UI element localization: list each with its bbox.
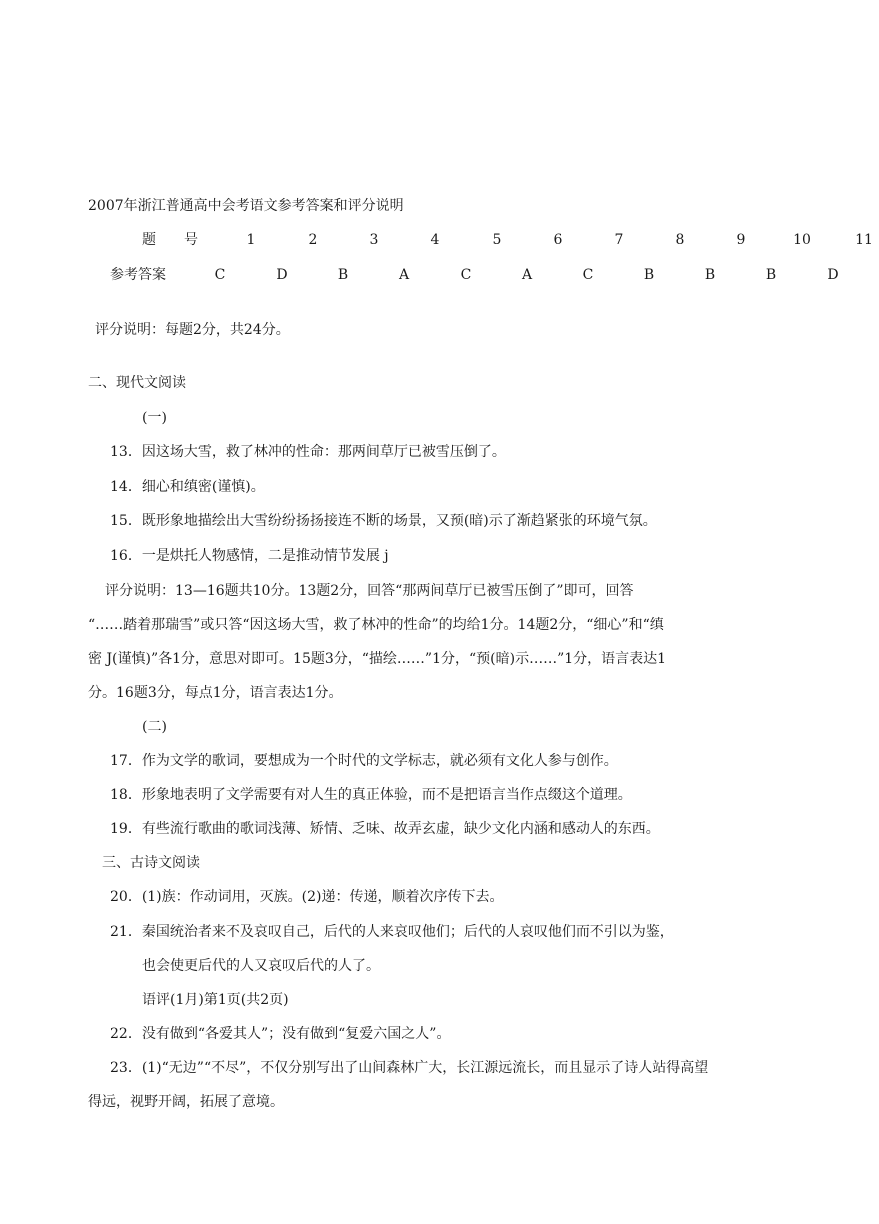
answer-16: 16．一是烘托人物感情，二是推动情节发展 j (110, 548, 389, 564)
scoring-note-line1: 评分说明：13—16题共10分。13题2分，回答“那两间草厅已被雪压倒了”即可，回答 (105, 583, 634, 599)
answer-letter-11: D (827, 267, 839, 283)
scoring-note-part1: 评分说明：每题2分，共24分。 (95, 322, 290, 338)
scoring-note-line4: 分。16题3分，每点1分，语言表达1分。 (88, 685, 343, 701)
scoring-note-line3: 密 J(谨慎)”各1分，意思对即可。15题3分，“描绘……”1分，“预(暗)示……”1分，语言表达1 (88, 651, 667, 667)
answer-letter-4: A (398, 267, 410, 283)
answer-15: 15．既形象地描绘出大雪纷纷扬扬接连不断的场景，又预(暗)示了渐趋紧张的环境气氛。 (110, 513, 657, 529)
answer-19: 19．有些流行歌曲的歌词浅薄、矫情、乏味、故弄玄虚，缺少文化内涵和感动人的东西。 (110, 821, 660, 837)
answer-letter-2: D (276, 267, 288, 283)
question-number-2: 2 (308, 232, 318, 248)
section2-heading: 二、现代文阅读 (88, 375, 186, 391)
answer-letter-8: B (643, 267, 655, 283)
answer-letter-3: B (337, 267, 349, 283)
answer-21-line2: 也会使更后代的人又哀叹后代的人了。 (142, 958, 380, 974)
question-number-3: 3 (369, 232, 379, 248)
answer-14: 14．细心和缜密(谨慎)。 (110, 479, 265, 495)
question-number-1: 1 (246, 232, 256, 248)
answer-22: 22．没有做到“各爱其人”；没有做到“复爱六国之人”。 (110, 1026, 451, 1042)
answer-13: 13．因这场大雪，救了林冲的性命：那两间草厅已被雪压倒了。 (110, 444, 506, 460)
question-number-8: 8 (675, 232, 685, 248)
answer-18: 18．形象地表明了文学需要有对人生的真正体验，而不是把语言当作点缀这个道理。 (110, 787, 632, 803)
section2-sub1: (一) (142, 410, 167, 426)
answer-letter-5: C (460, 267, 472, 283)
answer-20: 20．(1)族：作动词用，灭族。(2)递：传递，顺着次序传下去。 (110, 889, 504, 905)
answer-letter-1: C (214, 267, 226, 283)
question-number-9: 9 (736, 232, 746, 248)
section2-sub2: (二) (142, 719, 167, 735)
answer-17: 17．作为文学的歌词，要想成为一个时代的文学标志，就必须有文化人参与创作。 (110, 753, 618, 769)
answer-letter-6: A (521, 267, 533, 283)
table-row-label-number: 题 号 (142, 232, 198, 248)
question-number-4: 4 (430, 232, 440, 248)
answer-23-line1: 23．(1)“无边”“不尽”，不仅分别写出了山间森林广大，长江源远流长，而且显示了诗人站得高望 (110, 1060, 709, 1076)
answer-23-line2: 得远，视野开阔，拓展了意境。 (88, 1094, 284, 1110)
page-footer: 语评(1月)第1页(共2页) (142, 992, 289, 1008)
answer-21-line1: 21．秦国统治者来不及哀叹自己，后代的人来哀叹他们；后代的人哀叹他们而不引以为鉴， (110, 924, 674, 940)
table-row-label-answer: 参考答案 (110, 267, 166, 283)
question-number-11: 11 (855, 232, 873, 248)
question-number-6: 6 (553, 232, 563, 248)
scoring-note-line2: “……踏着那瑞雪”或只答“因这场大雪，救了林冲的性命”的均给1分。14题2分，“细心”和“缜 (88, 617, 664, 633)
answer-letter-10: B (765, 267, 777, 283)
answer-letter-9: B (704, 267, 716, 283)
question-number-5: 5 (492, 232, 502, 248)
document-title: 2007年浙江普通高中会考语文参考答案和评分说明 (88, 198, 404, 214)
answer-letter-7: C (582, 267, 594, 283)
question-number-10: 10 (793, 232, 811, 248)
question-number-7: 7 (614, 232, 624, 248)
section3-heading: 三、古诗文阅读 (102, 855, 200, 871)
